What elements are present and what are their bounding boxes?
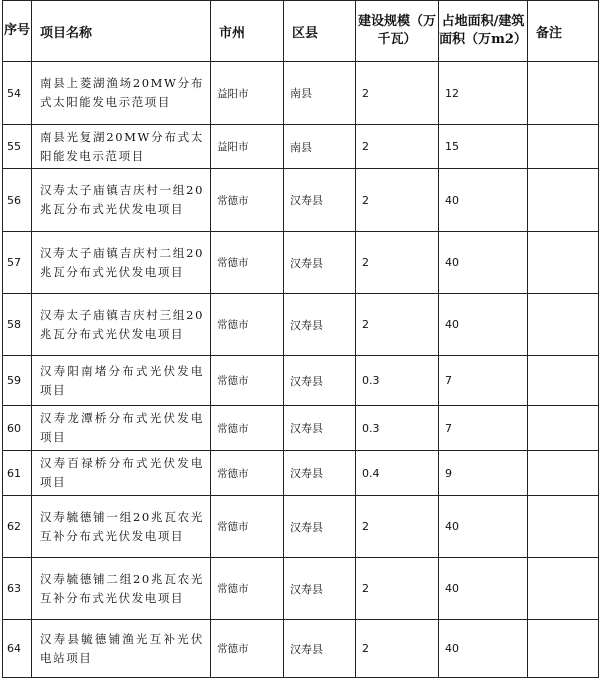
row-scale: 0.3 [356,406,439,451]
row-city: 常德市 [211,620,284,678]
row-note [528,558,599,620]
table-row [3,125,599,169]
header-name: 项目名称 [32,1,211,62]
row-county: 汉寿县 [284,294,356,356]
header-county: 区县 [284,1,356,62]
row-seq: 59 [3,356,32,406]
header-city: 市州 [211,1,284,62]
row-project-name: 汉寿太子庙镇吉庆村二组20兆瓦分布式光伏发电项目 [32,232,211,294]
row-project-name: 汉寿太子庙镇吉庆村三组20兆瓦分布式光伏发电项目 [32,294,211,356]
row-project-name: 汉寿龙潭桥分布式光伏发电项目 [32,406,211,451]
table-row [3,496,599,558]
row-scale: 0.3 [356,356,439,406]
table-row [3,232,599,294]
row-project-name: 南县上菱湖渔场20MW分布式太阳能发电示范项目 [32,62,211,125]
row-note [528,451,599,496]
table-row [3,620,599,678]
row-city: 常德市 [211,169,284,232]
row-area: 7 [439,406,528,451]
row-scale: 0.4 [356,451,439,496]
row-note [528,232,599,294]
row-project-name: 汉寿毓德铺二组20兆瓦农光互补分布式光伏发电项目 [32,558,211,620]
row-county: 汉寿县 [284,558,356,620]
row-county: 汉寿县 [284,496,356,558]
header-scale: 建设规模（万千瓦） [356,1,439,62]
row-city: 常德市 [211,294,284,356]
row-city: 常德市 [211,451,284,496]
row-scale: 2 [356,294,439,356]
table-row [3,294,599,356]
row-seq: 57 [3,232,32,294]
row-county: 汉寿县 [284,169,356,232]
row-seq: 60 [3,406,32,451]
row-note [528,125,599,169]
row-county: 南县 [284,125,356,169]
row-county: 汉寿县 [284,451,356,496]
row-county: 南县 [284,62,356,125]
table-row [3,62,599,125]
table-row [3,356,599,406]
row-scale: 2 [356,496,439,558]
row-note [528,620,599,678]
row-seq: 58 [3,294,32,356]
row-area: 12 [439,62,528,125]
row-area: 40 [439,232,528,294]
row-scale: 2 [356,169,439,232]
row-note [528,406,599,451]
row-area: 15 [439,125,528,169]
table-row [3,451,599,496]
row-scale: 2 [356,620,439,678]
row-area: 40 [439,294,528,356]
header-area: 占地面积/建筑面积（万m2） [439,1,528,62]
row-note [528,294,599,356]
row-county: 汉寿县 [284,232,356,294]
row-scale: 2 [356,558,439,620]
row-area: 7 [439,356,528,406]
row-scale: 2 [356,125,439,169]
row-city: 常德市 [211,232,284,294]
row-project-name: 汉寿百禄桥分布式光伏发电项目 [32,451,211,496]
row-area: 9 [439,451,528,496]
header-note: 备注 [528,1,599,62]
row-scale: 2 [356,62,439,125]
row-area: 40 [439,169,528,232]
row-seq: 55 [3,125,32,169]
row-seq: 61 [3,451,32,496]
row-seq: 56 [3,169,32,232]
row-county: 汉寿县 [284,620,356,678]
table-row [3,169,599,232]
table-row [3,558,599,620]
row-seq: 64 [3,620,32,678]
project-table [2,0,599,678]
row-project-name: 汉寿太子庙镇吉庆村一组20兆瓦分布式光伏发电项目 [32,169,211,232]
row-project-name: 汉寿阳南堵分布式光伏发电项目 [32,356,211,406]
row-county: 汉寿县 [284,406,356,451]
row-area: 40 [439,620,528,678]
row-county: 汉寿县 [284,356,356,406]
row-area: 40 [439,496,528,558]
row-seq: 63 [3,558,32,620]
row-city: 常德市 [211,356,284,406]
row-note [528,62,599,125]
row-scale: 2 [356,232,439,294]
table-row [3,406,599,451]
header-seq: 序号 [3,1,32,62]
row-note [528,496,599,558]
row-project-name: 汉寿县毓德铺渔光互补光伏电站项目 [32,620,211,678]
header-row [3,1,599,62]
row-city: 益阳市 [211,125,284,169]
row-city: 常德市 [211,558,284,620]
row-seq: 62 [3,496,32,558]
row-seq: 54 [3,62,32,125]
row-city: 常德市 [211,496,284,558]
row-city: 益阳市 [211,62,284,125]
row-note [528,169,599,232]
row-city: 常德市 [211,406,284,451]
row-project-name: 汉寿毓德铺一组20兆瓦农光互补分布式光伏发电项目 [32,496,211,558]
row-note [528,356,599,406]
row-project-name: 南县光复湖20MW分布式太阳能发电示范项目 [32,125,211,169]
row-area: 40 [439,558,528,620]
